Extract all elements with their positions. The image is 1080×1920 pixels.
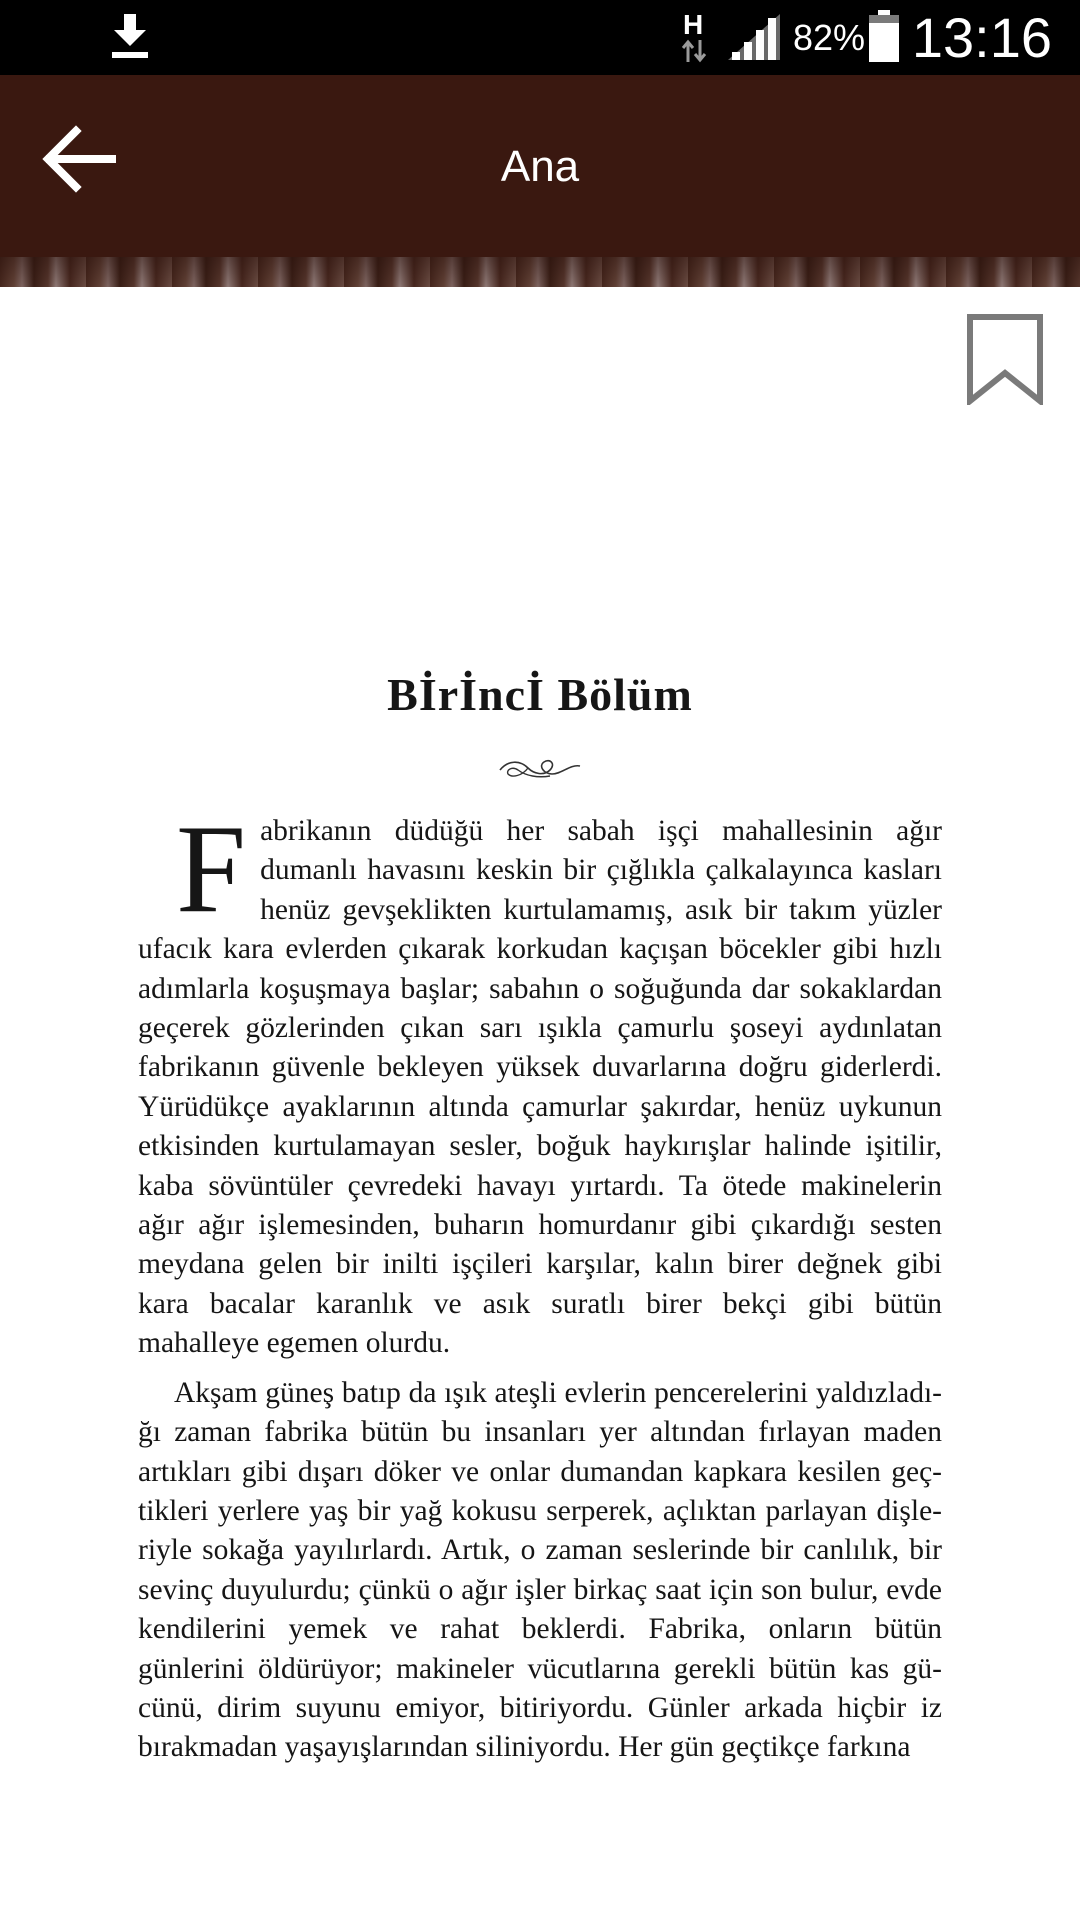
app-bar-title: Ana <box>500 142 580 191</box>
svg-text:H: H <box>683 9 704 40</box>
status-clock: 13:16 <box>911 6 1052 69</box>
battery-percent: 82% <box>793 17 866 58</box>
bookmark-icon[interactable] <box>966 313 1044 405</box>
network-h-icon <box>680 8 710 64</box>
paragraph-1-text: abrikanın düdüğü her sabah işçi mahallesinin ağır dumanlı havasını keskin bir çığlıkla çalkalayınca kasları henüz gevşeklikten kurtulamamış, asık bir takım yüzler ufacık kara evlerden çıkarak korkudan kaçışan böcekler gibi hızlı adımlarla koşuşmaya başlar; sabahın o soğuğunda dar sokaklardan geçerek gözlerinden çıkan sarı ışıkla çamurlu şoseyi aydınlatan fabrikanın güvenle bekleyen yüksek duvarlarına doğru giderlerdi. Yürüdükçe ayaklarının altında çamurlar şakırdar, henüz uykunun etkisinden kurtulamayan sesler, boğuk haykırışlar halinde işitilir, kaba sövüntüler çevredeki havayı yırtardı. Ta ötede makinelerin ağır ağır işlemesinden, buharın homurdanır gibi çıkardığı sesten meydana gelen bir inilti işçileri karşılar, kalın birer değnek gibi kara bacalar karanlık ve asık suratlı birer bekçi gibi bütün mahalleye egemen olurdu. <box>138 815 942 1360</box>
chapter-title: Bİrİncİ Bölüm <box>387 669 693 720</box>
paragraph-2: Akşam güneş batıp da ışık ateşli evlerin pencerelerini yaldızladığı zaman fabrika bütün bu insanları yer altından fırlayan maden artıkları gibi dışarı döker ve onlar dumandan kapkara kesilen geçtikleri yerlere yaş bir yağ kokusu serperek, açlıktan parlayan dişleriyle sokağa yayılırlardı. Artık, o zaman seslerinde bir canlılık, bir sevinç duyulurdu; çünkü o ağır işler birkaç saat için son bulur, evde kendilerini yemek ve rahat beklerdi. Fabrika, onların bütün günlerini öldürüyor; makineler vücutlarına gerekli bütün kas gücünü, dirim suyunu emiyor, bitiriyordu. Günler arkada hiçbir iz bırakmadan yaşayışlarından siliniyordu. Her gün geçtikçe farkına <box>138 1376 942 1764</box>
status-bar <box>0 0 1080 75</box>
bookshelf-banner <box>0 257 1080 287</box>
ornament-icon <box>498 754 582 784</box>
battery-icon <box>868 10 900 62</box>
paragraph-1 <box>138 800 942 1364</box>
download-icon <box>110 14 150 60</box>
book-page <box>138 660 942 1768</box>
drop-cap: F <box>176 800 247 939</box>
app-bar <box>0 75 1080 257</box>
signal-icon <box>728 14 780 60</box>
